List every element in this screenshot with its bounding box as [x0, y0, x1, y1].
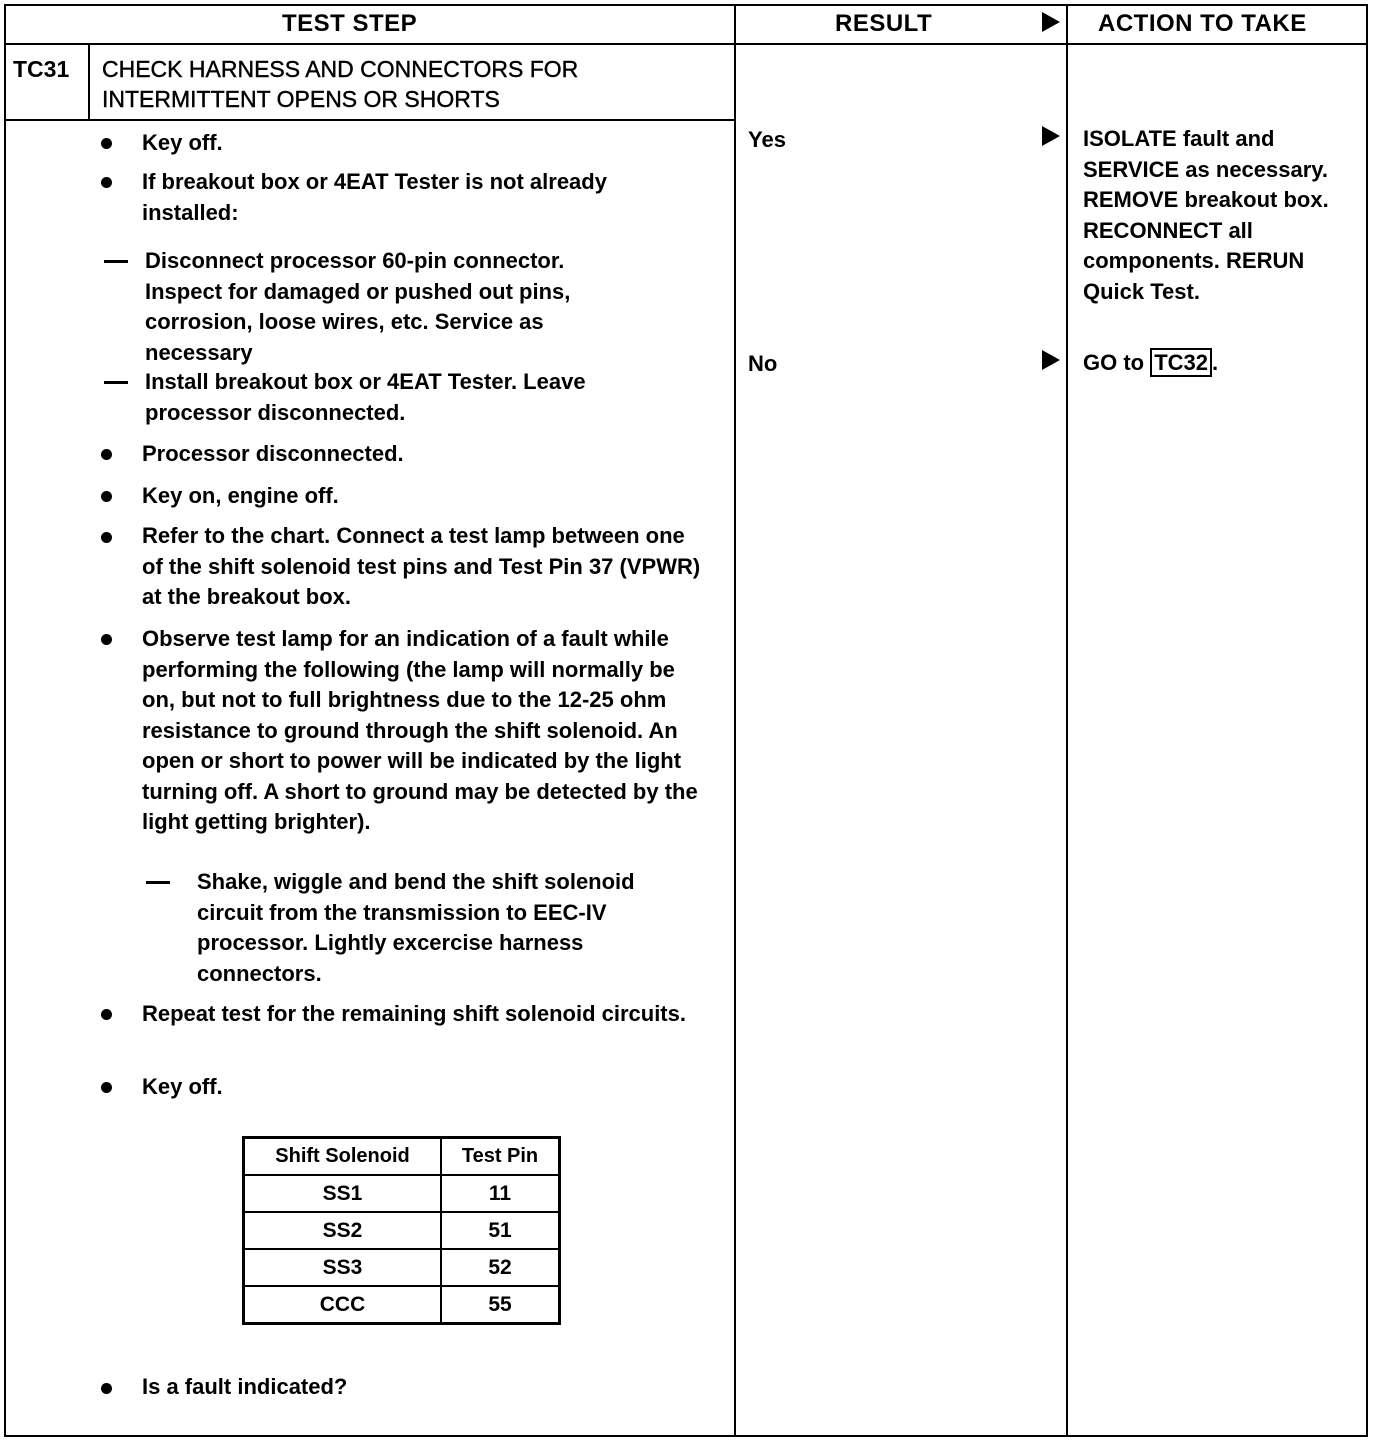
- bullet-icon: [101, 449, 112, 460]
- action-no-suffix: .: [1212, 350, 1219, 375]
- instruction-breakout-check: If breakout box or 4EAT Tester is not already installed:: [142, 169, 607, 225]
- step-title-line-2: INTERMITTENT OPENS OR SHORTS: [102, 86, 500, 112]
- top-border: [4, 4, 1368, 6]
- header-test-step: TEST STEP: [282, 10, 418, 37]
- instruction-fault-question: Is a fault indicated?: [142, 1374, 348, 1399]
- pin-table-header-row: [244, 1138, 560, 1176]
- instruction-repeat-test: Repeat test for the remaining shift solenoid circuits.: [142, 1001, 686, 1026]
- right-border: [1366, 4, 1368, 1436]
- result-column-divider: [734, 4, 736, 1436]
- pin-table-pin-cell: 11: [441, 1175, 560, 1212]
- tc32-link[interactable]: TC32: [1150, 348, 1212, 377]
- instruction-install-breakout: Install breakout box or 4EAT Tester. Leave processor disconnected.: [145, 369, 586, 425]
- dash-icon: [146, 881, 170, 884]
- pin-table-solenoid-cell: SS3: [244, 1249, 442, 1286]
- shift-solenoid-pin-table: [242, 1136, 561, 1325]
- header-action: ACTION TO TAKE: [1098, 10, 1307, 37]
- instruction-processor-disconnected: Processor disconnected.: [142, 441, 404, 466]
- instruction-observe-test-lamp: Observe test lamp for an indication of a fault while performing the following (the lamp will normally be on, but not to full brightness due to the 12-25 ohm resistance to ground through the shift solenoid. An open or short to power will be indicated by the light turning off. A short to ground may be detected by the light getting brighter).: [142, 626, 698, 834]
- action-yes: ISOLATE fault and SERVICE as necessary. REMOVE breakout box. RECONNECT all components. RERUN Quick Test.: [1083, 126, 1329, 304]
- result-yes: Yes: [748, 127, 786, 152]
- pin-table-solenoid-cell: SS1: [244, 1175, 442, 1212]
- header-bottom-border: [4, 43, 1368, 45]
- table-row: [244, 1249, 560, 1286]
- dash-icon: [104, 381, 128, 384]
- instruction-disconnect-processor: Disconnect processor 60-pin connector. Inspect for damaged or pushed out pins, corrosion, loose wires, etc. Service as necessary: [145, 248, 571, 365]
- bullet-icon: [101, 1009, 112, 1020]
- result-no-arrow-icon: [1042, 350, 1060, 370]
- instruction-key-on: Key on, engine off.: [142, 483, 339, 508]
- bullet-icon: [101, 1383, 112, 1394]
- pin-table-header-solenoid: Shift Solenoid: [244, 1138, 442, 1176]
- pin-table-pin-cell: 51: [441, 1212, 560, 1249]
- result-no: No: [748, 351, 778, 376]
- pin-table-solenoid-cell: CCC: [244, 1286, 442, 1324]
- bullet-icon: [101, 177, 112, 188]
- table-row: [244, 1175, 560, 1212]
- step-title-line-1: CHECK HARNESS AND CONNECTORS FOR: [102, 56, 579, 82]
- action-no: [1083, 348, 1353, 379]
- instruction-key-off: Key off.: [142, 130, 223, 155]
- bullet-icon: [101, 634, 112, 645]
- pin-table-pin-cell: 55: [441, 1286, 560, 1324]
- step-title-bottom-border: [4, 119, 735, 121]
- instruction-connect-test-lamp: Refer to the chart. Connect a test lamp between one of the shift solenoid test pins and Test Pin 37 (VPWR) at the breakout box.: [142, 523, 701, 609]
- action-no-prefix: GO to: [1083, 350, 1151, 375]
- left-border: [4, 4, 6, 1436]
- bullet-icon: [101, 491, 112, 502]
- pin-table-header-test-pin: Test Pin: [441, 1138, 560, 1176]
- result-yes-arrow-icon: [1042, 126, 1060, 146]
- instruction-key-off-final: Key off.: [142, 1074, 223, 1099]
- step-id-divider: [88, 44, 90, 120]
- header-result: RESULT: [835, 10, 933, 37]
- header-arrow-icon: [1042, 12, 1060, 32]
- bullet-icon: [101, 532, 112, 543]
- step-id: TC31: [13, 56, 70, 82]
- pin-table-solenoid-cell: SS2: [244, 1212, 442, 1249]
- bottom-border: [4, 1435, 1368, 1437]
- instruction-shake-wiggle: Shake, wiggle and bend the shift solenoid circuit from the transmission to EEC-IV processor. Lightly excercise harness connectors.: [197, 869, 635, 986]
- bullet-icon: [101, 138, 112, 149]
- dash-icon: [104, 260, 128, 263]
- bullet-icon: [101, 1082, 112, 1093]
- table-row: [244, 1286, 560, 1324]
- table-row: [244, 1212, 560, 1249]
- pin-table-pin-cell: 52: [441, 1249, 560, 1286]
- action-column-divider: [1066, 4, 1068, 1436]
